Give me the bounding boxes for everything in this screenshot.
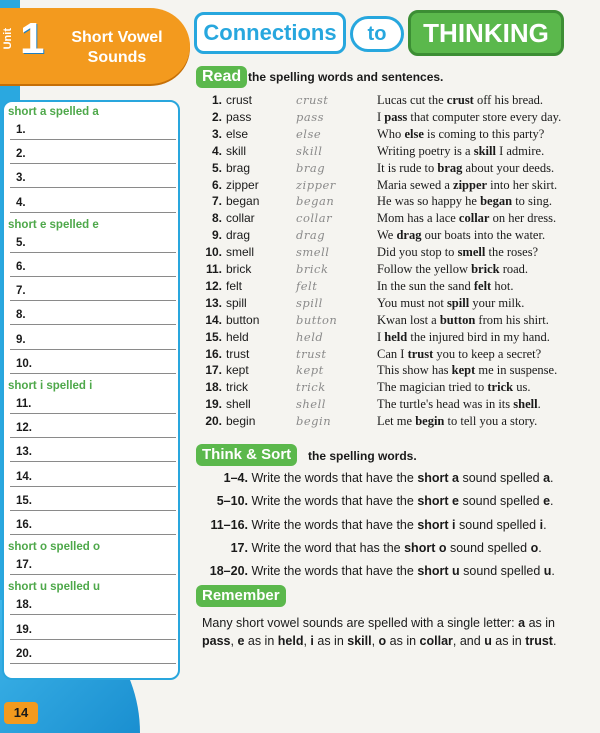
sort-range: 5–10. — [216, 494, 248, 509]
word-print: kept — [226, 363, 249, 378]
sentence-keyword: kept — [451, 363, 476, 378]
word-sentence — [377, 228, 545, 243]
word-row — [196, 397, 600, 414]
answer-line: 12. — [10, 418, 176, 438]
sentence-keyword: shell — [513, 397, 538, 412]
word-row — [196, 228, 600, 245]
sort-panel — [2, 100, 180, 680]
answer-line: 18. — [10, 595, 176, 615]
sort-instruction — [192, 494, 554, 508]
word-sentence — [377, 211, 556, 226]
sentence-start: We — [377, 228, 397, 243]
answer-line: 15. — [10, 491, 176, 511]
remember-keyword: held — [277, 634, 304, 648]
remember-text-part: as in — [313, 634, 348, 648]
word-cursive: zipper — [296, 177, 336, 192]
sort-letter: o — [530, 540, 539, 555]
remember-text-part: , and — [452, 634, 485, 648]
sort-letter: i — [539, 517, 544, 532]
word-cursive: spill — [296, 295, 323, 310]
sentence-keyword: felt — [473, 278, 492, 293]
read-instruction: the spelling words and sentences. — [248, 70, 444, 84]
word-number: 15. — [205, 329, 222, 344]
word-number: 13. — [205, 295, 222, 310]
sentence-end: me in suspense. — [475, 363, 558, 378]
word-print: skill — [226, 143, 246, 158]
sort-text: sound spelled — [459, 471, 544, 485]
word-number: 10. — [205, 245, 222, 260]
word-sentence — [377, 178, 557, 193]
word-number: 4. — [211, 143, 222, 158]
word-number: 6. — [211, 177, 222, 192]
sentence-end: from his shirt. — [475, 312, 549, 327]
answer-line: 13. — [10, 442, 176, 462]
sentence-keyword: brick — [471, 262, 500, 276]
sentence-start: Kwan lost a — [377, 312, 440, 327]
read-badge: Read — [196, 66, 247, 88]
sentence-end: the roses? — [485, 245, 539, 260]
word-sentence — [377, 93, 543, 108]
word-cursive: drag — [296, 228, 326, 243]
sentence-end: hot. — [491, 278, 514, 293]
word-row — [196, 161, 600, 178]
word-cursive: brag — [296, 160, 326, 175]
remember-keyword: a — [518, 616, 526, 630]
word-sentence — [377, 330, 550, 345]
sentence-keyword: else — [404, 126, 424, 141]
sentence-end: us. — [513, 380, 531, 395]
word-row — [196, 380, 600, 397]
remember-keyword: u — [484, 634, 492, 648]
word-print: begin — [226, 414, 256, 429]
answer-line: 3. — [10, 168, 176, 188]
sentence-start: Lucas cut the — [377, 93, 447, 107]
remember-badge: Remember — [196, 585, 286, 607]
sentence-keyword: spill — [446, 295, 470, 310]
sentence-keyword: trick — [487, 380, 514, 395]
sort-letter: u — [543, 564, 552, 579]
word-sentence — [377, 414, 537, 429]
word-cursive: skill — [296, 143, 323, 158]
word-row — [196, 347, 600, 364]
sentence-start: Maria sewed a — [377, 177, 454, 192]
sort-instruction — [192, 564, 555, 578]
word-sentence — [377, 363, 557, 378]
word-sentence — [377, 144, 544, 159]
sentence-start: Did you stop to — [377, 245, 458, 260]
answer-line: 17. — [10, 555, 176, 575]
word-sentence — [377, 110, 561, 125]
sentence-start: I — [377, 329, 385, 344]
think-sort-instruction: the spelling words. — [308, 449, 417, 463]
sort-sound: short i — [417, 517, 456, 532]
sort-sound: short e — [417, 494, 459, 509]
header-connections: Connections — [194, 12, 346, 54]
remember-text-part: as in — [525, 616, 555, 630]
remember-text-part: Many short vowel sounds are spelled with a single letter: — [202, 616, 519, 630]
word-row — [196, 110, 600, 127]
word-print: held — [226, 329, 249, 344]
sentence-end: about your deeds. — [462, 160, 555, 175]
word-sentence — [377, 347, 541, 362]
sort-group-heading: short a spelled a — [8, 106, 99, 118]
word-print: felt — [226, 278, 243, 293]
sentence-start: Follow the yellow — [377, 262, 472, 276]
word-row — [196, 296, 600, 313]
sentence-start: He was so happy he — [377, 194, 481, 209]
sentence-keyword: brag — [437, 160, 463, 175]
sentence-start: Can I — [377, 346, 408, 361]
sentence-start: I — [377, 109, 385, 124]
header-to: to — [350, 16, 404, 52]
word-number: 18. — [205, 380, 222, 395]
word-print: spill — [226, 295, 247, 310]
sentence-keyword: begin — [415, 414, 445, 429]
answer-line: 7. — [10, 281, 176, 301]
remember-keyword: i — [310, 634, 314, 648]
sort-range: 1–4. — [223, 471, 248, 485]
answer-line: 10. — [10, 354, 176, 374]
word-cursive: crust — [296, 93, 329, 107]
sort-text: Write the word that has the — [251, 540, 405, 555]
word-cursive: pass — [296, 109, 325, 124]
word-sentence — [377, 161, 554, 176]
remember-text-part: , — [303, 634, 311, 648]
sort-instruction — [192, 541, 542, 555]
word-print: brag — [226, 160, 251, 175]
word-sentence — [377, 194, 552, 209]
word-print: pass — [226, 109, 252, 124]
sort-text: . — [551, 564, 555, 579]
remember-keyword: o — [378, 634, 387, 648]
word-cursive: else — [296, 126, 322, 141]
word-number: 16. — [205, 346, 222, 361]
sentence-end: into her skirt. — [487, 177, 558, 192]
sentence-end: that computer store every day. — [407, 109, 562, 124]
sort-group-heading: short i spelled i — [8, 380, 93, 392]
word-row — [196, 262, 600, 279]
word-print: trust — [226, 346, 250, 361]
sentence-end: you to keep a secret? — [433, 346, 542, 361]
remember-text-part: as in — [386, 634, 420, 648]
word-number: 1. — [211, 93, 222, 107]
word-row — [196, 245, 600, 262]
sort-text: sound spelled — [455, 517, 540, 532]
sort-group-heading: short e spelled e — [8, 218, 99, 231]
sentence-end: . — [537, 397, 541, 412]
sentence-keyword: crust — [446, 93, 474, 107]
sentence-start: In the sun the sand — [377, 278, 474, 293]
word-number: 14. — [205, 312, 222, 327]
sentence-keyword: button — [439, 312, 476, 327]
remember-text-part: as in — [491, 634, 526, 648]
header-thinking: THINKING — [408, 10, 564, 56]
word-cursive: shell — [296, 397, 326, 412]
word-row — [196, 313, 600, 330]
sentence-end: road. — [499, 262, 529, 276]
answer-line: 20. — [10, 644, 176, 664]
word-cursive: began — [296, 194, 335, 209]
word-number: 12. — [205, 278, 222, 293]
sort-instruction — [192, 518, 547, 532]
word-sentence — [377, 296, 524, 311]
word-cursive: held — [296, 329, 324, 344]
sort-sound: short o — [404, 540, 447, 555]
word-number: 7. — [211, 194, 222, 209]
answer-line: 16. — [10, 515, 176, 535]
sentence-end: the injured bird in my hand. — [407, 329, 550, 344]
sort-range: 11–16. — [210, 517, 248, 532]
word-number: 2. — [211, 109, 222, 124]
sentence-start: The magician tried to — [377, 380, 488, 395]
word-cursive: button — [296, 312, 338, 327]
sentence-start: Mom has a lace — [377, 211, 459, 226]
sort-sound: short a — [417, 471, 459, 485]
sentence-start: The turtle's head was in its — [377, 397, 514, 412]
word-sentence — [377, 397, 541, 412]
sort-text: . — [550, 471, 554, 485]
remember-text-part: . — [552, 634, 557, 648]
word-number: 19. — [205, 397, 222, 412]
sort-instruction — [192, 471, 554, 485]
sentence-keyword: trust — [407, 346, 434, 361]
sentence-end: your milk. — [469, 295, 525, 310]
answer-line: 8. — [10, 305, 176, 325]
remember-text — [202, 614, 572, 650]
word-row — [196, 414, 600, 431]
word-sentence — [377, 313, 549, 328]
word-cursive: collar — [296, 211, 333, 226]
sort-text: sound spelled — [459, 564, 544, 579]
word-number: 11. — [205, 262, 222, 276]
word-number: 3. — [211, 126, 222, 141]
word-number: 20. — [205, 414, 222, 429]
sort-range: 17. — [230, 540, 248, 555]
word-sentence — [377, 262, 528, 277]
sentence-keyword: zipper — [453, 177, 488, 192]
sentence-start: Who — [377, 126, 405, 141]
word-number: 9. — [211, 228, 222, 243]
sentence-keyword: held — [384, 329, 408, 344]
sort-text: Write the words that have the — [251, 471, 418, 485]
remember-text-part: , — [371, 634, 379, 648]
sentence-start: Writing poetry is a — [377, 143, 474, 158]
word-print: began — [226, 194, 260, 209]
word-number: 8. — [211, 211, 222, 226]
word-row — [196, 194, 600, 211]
word-cursive: trick — [296, 380, 326, 395]
answer-line: 6. — [10, 257, 176, 277]
sort-text: Write the words that have the — [251, 494, 418, 509]
sort-text: Write the words that have the — [251, 564, 418, 579]
answer-line: 4. — [10, 193, 176, 213]
sentence-end: to tell you a story. — [444, 414, 538, 429]
unit-number: 1 — [20, 14, 45, 63]
remember-keyword: skill — [347, 634, 372, 648]
word-sentence — [377, 127, 544, 142]
word-print: shell — [226, 397, 251, 412]
sort-text: . — [538, 540, 542, 555]
page-number: 14 — [4, 702, 38, 724]
answer-line: 2. — [10, 144, 176, 164]
word-row — [196, 144, 600, 161]
word-print: crust — [226, 93, 253, 107]
remember-keyword: pass — [202, 634, 231, 648]
word-row — [196, 211, 600, 228]
answer-line: 9. — [10, 330, 176, 350]
sort-text: sound spelled — [459, 494, 544, 509]
sort-group-heading: short u spelled u — [8, 581, 101, 594]
sentence-keyword: collar — [458, 211, 490, 226]
sentence-start: You must not — [377, 295, 447, 310]
remember-text-part: , — [230, 634, 238, 648]
word-cursive: felt — [296, 278, 318, 293]
word-sentence — [377, 279, 513, 294]
word-number: 17. — [205, 363, 222, 378]
word-sentence — [377, 380, 530, 395]
answer-line: 19. — [10, 620, 176, 640]
answer-line: 1. — [10, 120, 176, 140]
unit-label: Unit — [2, 28, 14, 50]
sentence-end: I admire. — [495, 143, 545, 158]
sentence-end: off his bread. — [473, 93, 544, 107]
remember-keyword: e — [237, 634, 245, 648]
answer-line: 14. — [10, 467, 176, 487]
word-print: drag — [226, 228, 251, 243]
word-cursive: brick — [296, 262, 329, 276]
word-cursive: begin — [296, 414, 332, 429]
unit-banner — [0, 8, 190, 84]
word-print: else — [226, 126, 249, 141]
word-row — [196, 330, 600, 347]
sort-sound: short u — [417, 564, 460, 579]
sort-text: . — [550, 494, 554, 509]
word-sentence — [377, 245, 538, 260]
sentence-end: to sing. — [512, 194, 552, 209]
remember-keyword: trust — [525, 634, 553, 648]
word-row — [196, 279, 600, 296]
sentence-end: our boats into the water. — [421, 228, 546, 243]
sentence-start: Let me — [377, 414, 416, 429]
sentence-keyword: drag — [396, 228, 422, 243]
word-print: brick — [226, 262, 252, 276]
sentence-end: on her dress. — [489, 211, 557, 226]
remember-text-part: as in — [244, 634, 278, 648]
word-print: button — [226, 312, 260, 327]
word-number: 5. — [211, 160, 222, 175]
sentence-start: It is rude to — [377, 160, 438, 175]
answer-line: 5. — [10, 233, 176, 253]
sentence-keyword: skill — [473, 143, 496, 158]
word-cursive: kept — [296, 363, 324, 378]
unit-title: Short Vowel Sounds — [71, 29, 163, 66]
word-print: zipper — [226, 177, 259, 192]
word-row — [196, 127, 600, 144]
sort-letter: a — [543, 471, 551, 485]
sentence-start: This show has — [377, 363, 452, 378]
word-print: collar — [226, 211, 255, 226]
think-sort-badge: Think & Sort — [196, 444, 297, 466]
sentence-end: is coming to this party? — [423, 126, 545, 141]
sort-range: 18–20. — [209, 564, 248, 579]
word-row — [196, 93, 600, 110]
sort-text: . — [543, 517, 547, 532]
sort-text: Write the words that have the — [251, 517, 418, 532]
sentence-keyword: began — [480, 194, 513, 209]
sort-text: sound spelled — [446, 540, 531, 555]
word-print: trick — [226, 380, 248, 395]
word-print: smell — [226, 245, 255, 260]
sort-group-heading: short o spelled o — [8, 541, 101, 554]
sort-letter: e — [543, 494, 551, 509]
sentence-keyword: pass — [384, 109, 408, 124]
word-cursive: trust — [296, 346, 327, 361]
word-row — [196, 363, 600, 380]
remember-keyword: collar — [419, 634, 453, 648]
sentence-keyword: smell — [457, 245, 486, 260]
word-row — [196, 178, 600, 195]
word-cursive: smell — [296, 245, 330, 260]
answer-line: 11. — [10, 394, 176, 414]
